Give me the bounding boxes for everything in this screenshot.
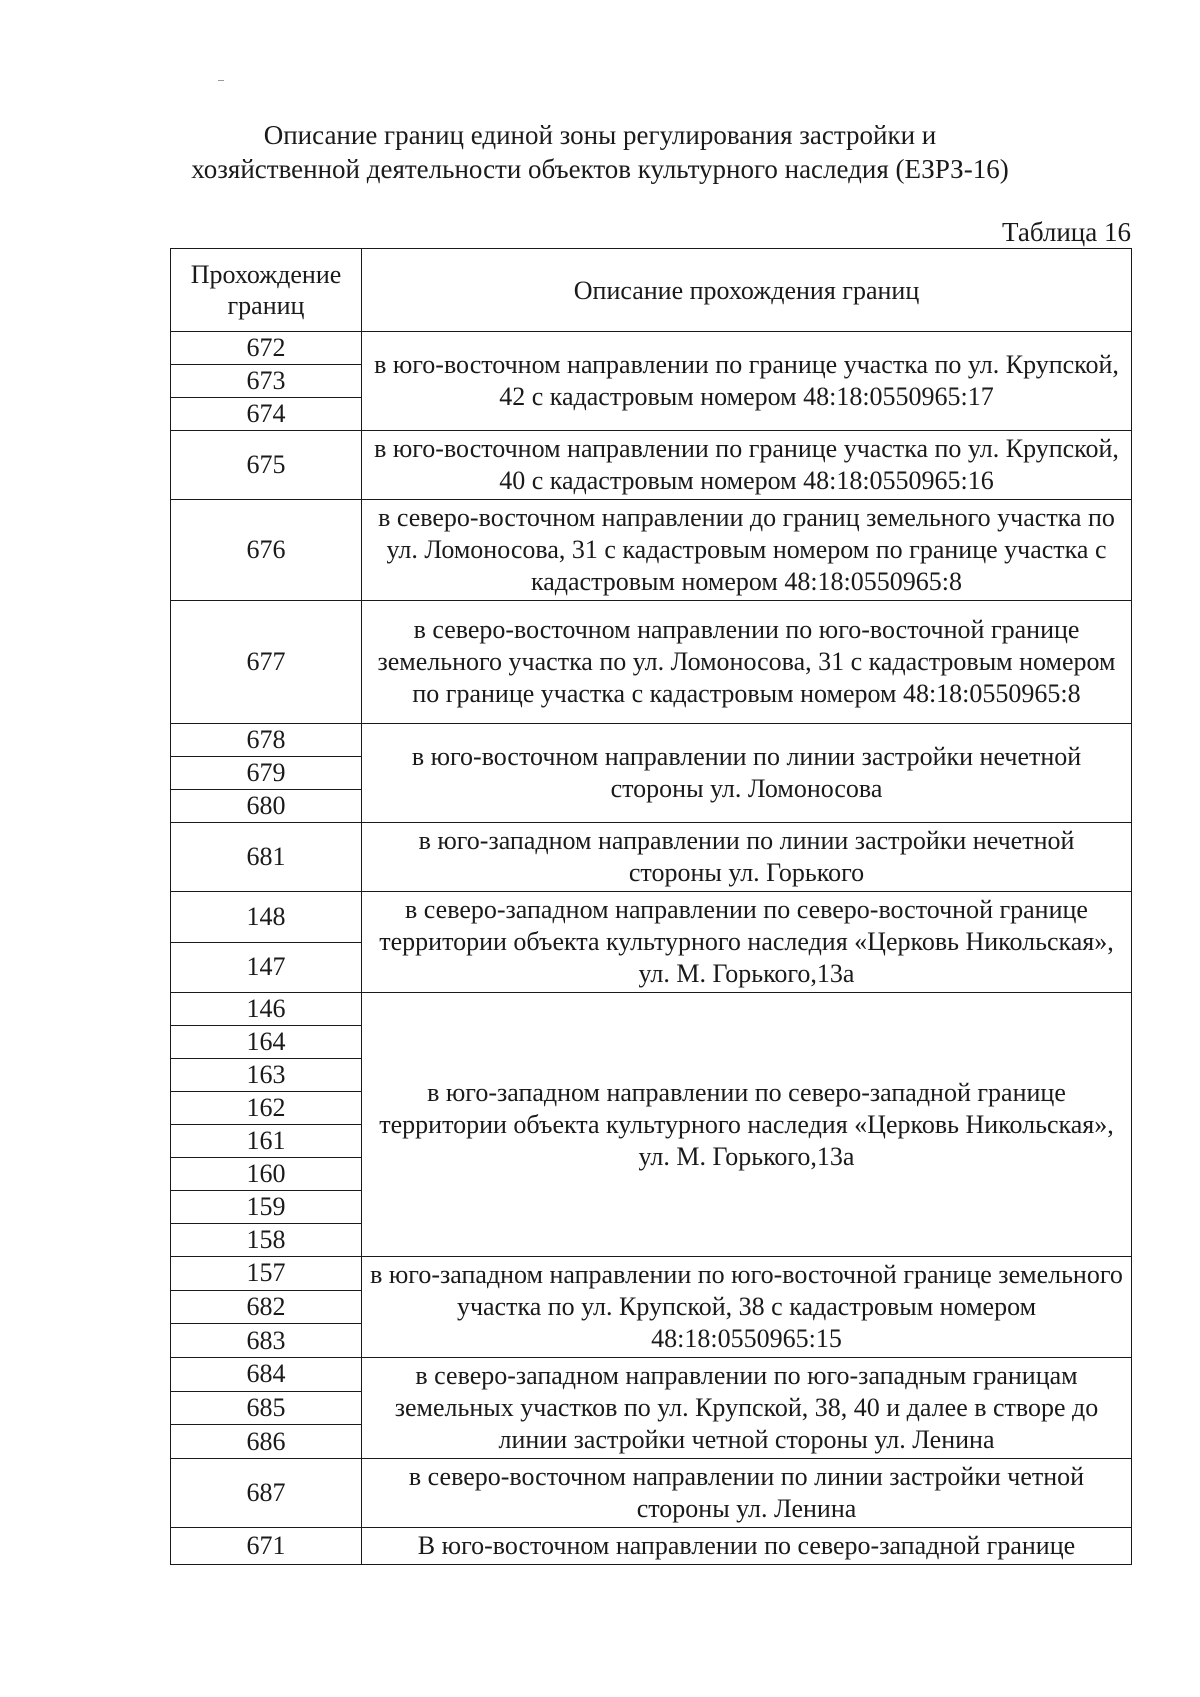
boundary-point-number: 160 [171,1158,362,1191]
boundary-point-number: 157 [171,1257,362,1291]
table-row [171,332,1132,365]
boundary-point-number: 148 [171,892,362,943]
table-body [171,332,1132,1565]
boundary-description: в юго-западном направлении по линии застройки нечетной стороны ул. Горького [362,823,1132,892]
boundary-point-number: 676 [171,500,362,601]
boundary-point-number: 675 [171,431,362,500]
table-row [171,431,1132,500]
table-row [171,823,1132,892]
boundary-point-number: 672 [171,332,362,365]
boundary-description: в северо-восточном направлении по юго-восточной границе земельного участка по ул. Ломоносова, 31 с кадастровым номером по границе участка с кадастровым номером 48:18:0550965:8 [362,601,1132,724]
table-row [171,1459,1132,1528]
boundary-point-number: 678 [171,724,362,757]
boundary-point-number: 163 [171,1059,362,1092]
header-description: Описание прохождения границ [362,249,1132,332]
table-row [171,993,1132,1026]
boundary-point-number: 686 [171,1425,362,1459]
boundary-point-number: 164 [171,1026,362,1059]
boundary-point-number: 158 [171,1224,362,1257]
boundary-point-number: 677 [171,601,362,724]
boundary-point-number: 162 [171,1092,362,1125]
boundary-description: в юго-восточном направлении по границе участка по ул. Крупской, 40 с кадастровым номером 48:18:0550965:16 [362,431,1132,500]
boundary-point-number: 681 [171,823,362,892]
boundary-description: в юго-восточном направлении по линии застройки нечетной стороны ул. Ломоносова [362,724,1132,823]
table-header-row [171,249,1132,332]
boundary-point-number: 683 [171,1324,362,1358]
table-row [171,1358,1132,1392]
boundary-description: в северо-восточном направлении по линии застройки четной стороны ул. Ленина [362,1459,1132,1528]
boundary-point-number: 671 [171,1528,362,1565]
document-title [150,118,1050,186]
boundary-point-number: 674 [171,398,362,431]
boundary-description: в юго-восточном направлении по границе участка по ул. Крупской, 42 с кадастровым номером 48:18:0550965:17 [362,332,1132,431]
table-row [171,1257,1132,1291]
boundary-description: в юго-западном направлении по северо-западной границе территории объекта культурного наследия «Церковь Никольская», ул. М. Горького,13а [362,993,1132,1257]
header-points: Прохождение границ [171,249,362,332]
table-row [171,1528,1132,1565]
table-row [171,892,1132,943]
boundary-description: в северо-восточном направлении до границ земельного участка по ул. Ломоносова, 31 с кадастровым номером по границе участка с кадастровым номером 48:18:0550965:8 [362,500,1132,601]
boundary-description: в юго-западном направлении по юго-восточной границе земельного участка по ул. Крупской, 38 с кадастровым номером 48:18:0550965:15 [362,1257,1132,1358]
boundary-point-number: 161 [171,1125,362,1158]
boundary-point-number: 147 [171,942,362,993]
table-row [171,724,1132,757]
boundary-point-number: 159 [171,1191,362,1224]
boundary-point-number: 687 [171,1459,362,1528]
table-row [171,601,1132,724]
boundary-point-number: 673 [171,365,362,398]
boundary-description: в северо-западном направлении по юго-западным границам земельных участков по ул. Крупской, 38, 40 и далее в створе до линии застройки четной стороны ул. Ленина [362,1358,1132,1459]
boundaries-table [170,248,1132,1565]
document-title-text: Описание границ единой зоны регулирования застройки и хозяйственной деятельности объектов культурного наследия (ЕЗРЗ-16) [191,120,1009,184]
boundary-point-number: 146 [171,993,362,1026]
table-row [171,500,1132,601]
boundary-point-number: 684 [171,1358,362,1392]
table-number-label: Таблица 16 [1002,217,1131,247]
boundary-point-number: 685 [171,1391,362,1425]
boundary-point-number: 679 [171,757,362,790]
boundary-point-number: 682 [171,1290,362,1324]
boundary-description: В юго-восточном направлении по северо-западной границе [362,1528,1132,1565]
boundary-description: в северо-западном направлении по северо-восточной границе территории объекта культурного наследия «Церковь Никольская», ул. М. Горького,13а [362,892,1132,993]
stray-mark [218,80,224,81]
boundary-point-number: 680 [171,790,362,823]
